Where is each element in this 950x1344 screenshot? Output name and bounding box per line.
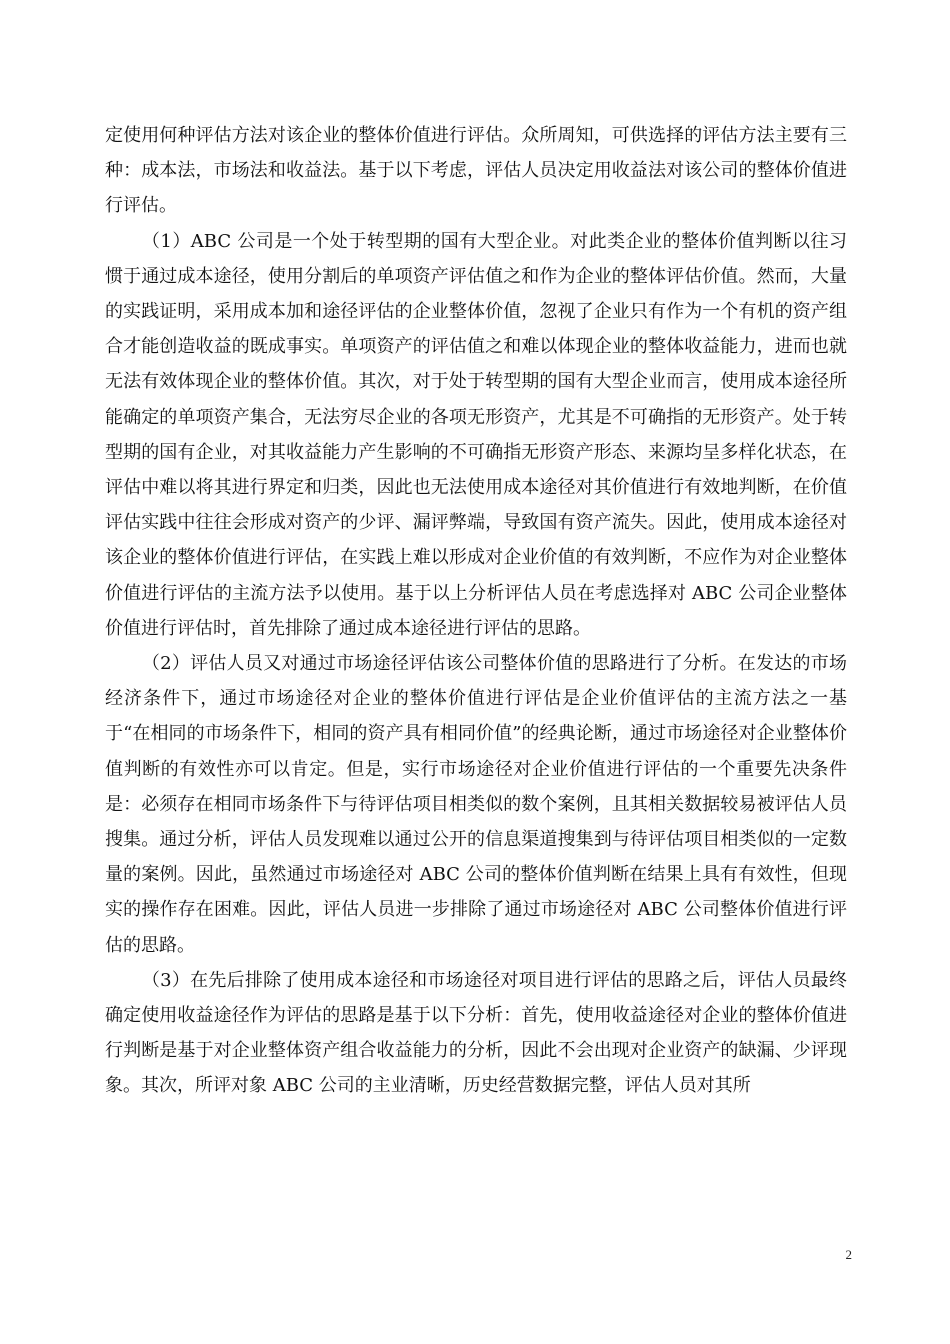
paragraph-continuation: 定使用何种评估方法对该企业的整体价值进行评估。众所周知，可供选择的评估方法主要有三种：成本法，市场法和收益法。基于以下考虑，评估人员决定用收益法对该公司的整体价值进行评估。 [105, 125, 847, 217]
paragraph-market-approach: （2）评估人员又对通过市场途径评估该公司整体价值的思路进行了分析。在发达的市场经济条件下，通过市场途径对企业的整体价值进行评估是企业价值评估的主流方法之一基于“在相同的市场条件下，相同的资产具有相同价值”的经典论断，通过市场途径对企业整体价值判断的有效性亦可以肯定。但是，实行市场途径对企业价值进行评估的一个重要先决条件是：必须存在相同市场条件下与待评估项目相类似的数个案例，且其相关数据较易被评估人员搜集。通过分析，评估人员发现难以通过公开的信息渠道搜集到与待评估项目相类似的一定数量的案例。因此，虽然通过市场途径对 ABC 公司的整体价值判断在结果上具有有效性，但现实的操作存在困难。因此，评估人员进一步排除了通过市场途径对 ABC 公司整体价值进行评估的思路。 [105, 653, 847, 956]
body-text [105, 118, 847, 1104]
page-number: 2 [845, 1247, 852, 1262]
paragraph-cost-approach: （1）ABC 公司是一个处于转型期的国有大型企业。对此类企业的整体价值判断以往习惯于通过成本途径，使用分割后的单项资产评估值之和作为企业的整体评估价值。然而，大量的实践证明，采用成本加和途径评估的企业整体价值，忽视了企业只有作为一个有机的资产组合才能创造收益的既成事实。单项资产的评估值之和难以体现企业的整体收益能力，进而也就无法有效体现企业的整体价值。其次，对于处于转型期的国有大型企业而言，使用成本途径所能确定的单项资产集合，无法穷尽企业的各项无形资产，尤其是不可确指的无形资产。处于转型期的国有企业，对其收益能力产生影响的不可确指无形资产形态、来源均呈多样化状态，在评估中难以将其进行界定和归类，因此也无法使用成本途径对其价值进行有效地判断，在价值评估实践中往往会形成对资产的少评、漏评弊端，导致国有资产流失。因此，使用成本途径对该企业的整体价值进行评估，在实践上难以形成对企业价值的有效判断，不应作为对企业整体价值进行评估的主流方法予以使用。基于以上分析评估人员在考虑选择对 ABC 公司企业整体价值进行评估时，首先排除了通过成本途径进行评估的思路。 [105, 230, 847, 639]
paragraph-income-approach: （3）在先后排除了使用成本途径和市场途径对项目进行评估的思路之后，评估人员最终确定使用收益途径作为评估的思路是基于以下分析：首先，使用收益途径对企业的整体价值进行判断是基于对企业整体资产组合收益能力的分析，因此不会出现对企业资产的缺漏、少评现象。其次，所评对象 ABC 公司的主业清晰，历史经营数据完整，评估人员对其所 [105, 969, 847, 1097]
